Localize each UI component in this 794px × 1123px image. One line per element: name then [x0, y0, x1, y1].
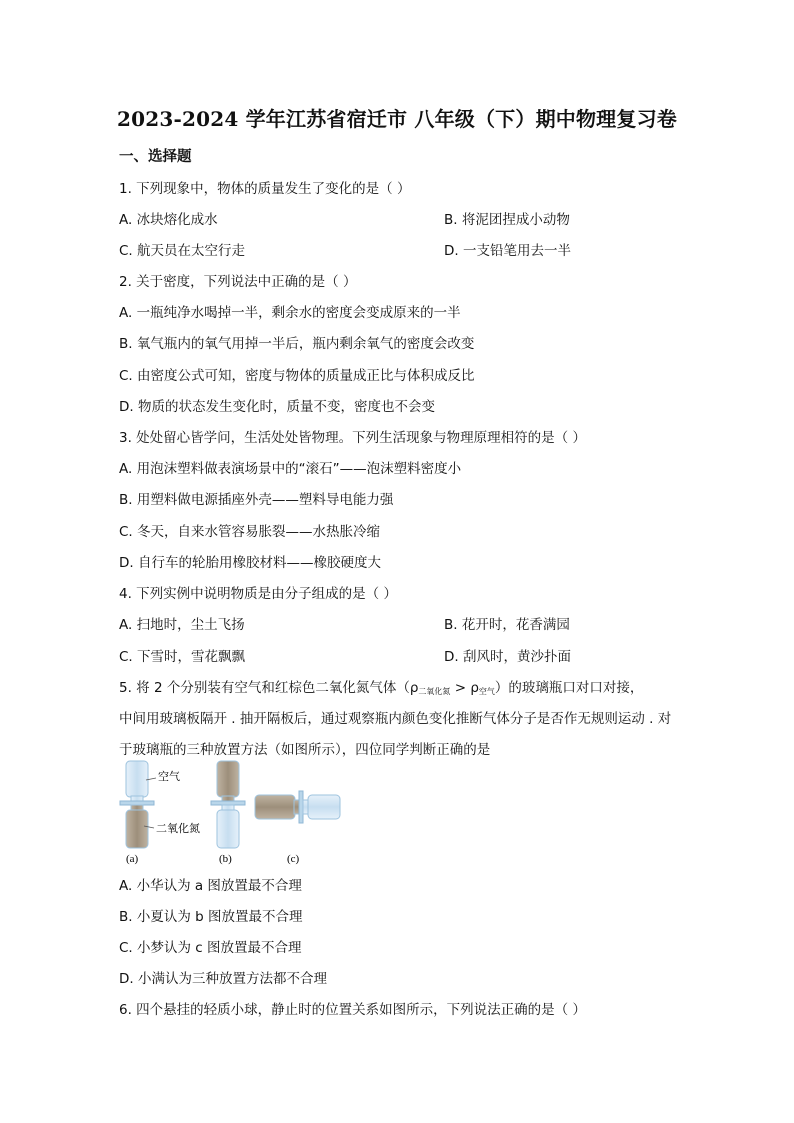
bottle-setup-b: [211, 761, 245, 848]
q5-option-b: B. 小夏认为 b 图放置最不合理: [119, 909, 303, 925]
q5-stem-line2: 中间用玻璃板隔开 . 抽开隔板后，通过观察瓶内颜色变化推断气体分子是否作无规则运动 . 对: [119, 711, 672, 727]
q1-option-a: A. 冰块熔化成水: [119, 212, 218, 228]
label-c: (c): [287, 853, 300, 865]
label-air: 空气: [158, 771, 180, 783]
q3-option-b: B. 用塑料做电源插座外壳——塑料导电能力强: [119, 492, 394, 508]
q2-option-b: B. 氧气瓶内的氧气用掉一半后，瓶内剩余氧气的密度会改变: [119, 336, 475, 352]
q2-option-d: D. 物质的状态发生变化时，质量不变，密度也不会变: [119, 399, 435, 415]
q3-stem: 3. 处处留心皆学问，生活处处皆物理。下列生活现象与物理原理相符的是（ ）: [119, 430, 586, 446]
q2-stem: 2. 关于密度，下列说法中正确的是（ ）: [119, 274, 357, 290]
q5-option-c: C. 小梦认为 c 图放置最不合理: [119, 940, 302, 956]
q3-option-d: D. 自行车的轮胎用橡胶材料——橡胶硬度大: [119, 555, 381, 571]
q4-option-b: B. 花开时，花香满园: [444, 617, 570, 633]
q6-stem: 6. 四个悬挂的轻质小球，静止时的位置关系如图所示，下列说法正确的是（ ）: [119, 1002, 586, 1018]
q3-option-a: A. 用泡沫塑料做表演场景中的“滚石”——泡沫塑料密度小: [119, 461, 462, 477]
label-b: (b): [219, 853, 232, 865]
q4-stem: 4. 下列实例中说明物质是由分子组成的是（ ）: [119, 586, 397, 602]
label-no2: 二氧化氮: [156, 823, 200, 835]
bottle-setup-a: [120, 761, 156, 848]
q5-stem-line1: 5. 将 2 个分别装有空气和红棕色二氧化氮气体$(\rho_{二氧化氮} > \rho_{空气})$的玻璃瓶口对口对接，: [119, 680, 644, 696]
q2-option-c: C. 由密度公式可知，密度与物体的质量成正比与体积成反比: [119, 368, 475, 384]
section-heading: 一、选择题: [119, 148, 192, 165]
label-a: (a): [126, 853, 139, 865]
gas-diffusion-figure: [118, 758, 348, 870]
q4-option-c: C. 下雪时，雪花飘飘: [119, 649, 246, 665]
q2-option-a: A. 一瓶纯净水喝掉一半，剩余水的密度会变成原来的一半: [119, 305, 461, 321]
q4-option-d: D. 刮风时，黄沙扑面: [444, 649, 571, 665]
q3-option-c: C. 冬天，自来水管容易胀裂——水热胀冷缩: [119, 524, 381, 540]
q1-stem: 1. 下列现象中，物体的质量发生了变化的是（ ）: [119, 181, 411, 197]
q1-option-b: B. 将泥团捏成小动物: [444, 212, 570, 228]
q5-stem-line3: 于玻璃瓶的三种放置方法（如图所示），四位同学判断正确的是: [119, 742, 491, 758]
q5-option-d: D. 小满认为三种放置方法都不合理: [119, 971, 327, 987]
q5-option-a: A. 小华认为 a 图放置最不合理: [119, 878, 302, 894]
q4-option-a: A. 扫地时，尘土飞扬: [119, 617, 245, 633]
q1-option-d: D. 一支铅笔用去一半: [444, 243, 571, 259]
bottle-setup-c: [255, 791, 340, 823]
q1-option-c: C. 航天员在太空行走: [119, 243, 246, 259]
page-title: 2023-2024 学年江苏省宿迁市 八年级（下）期中物理复习卷: [117, 107, 677, 131]
